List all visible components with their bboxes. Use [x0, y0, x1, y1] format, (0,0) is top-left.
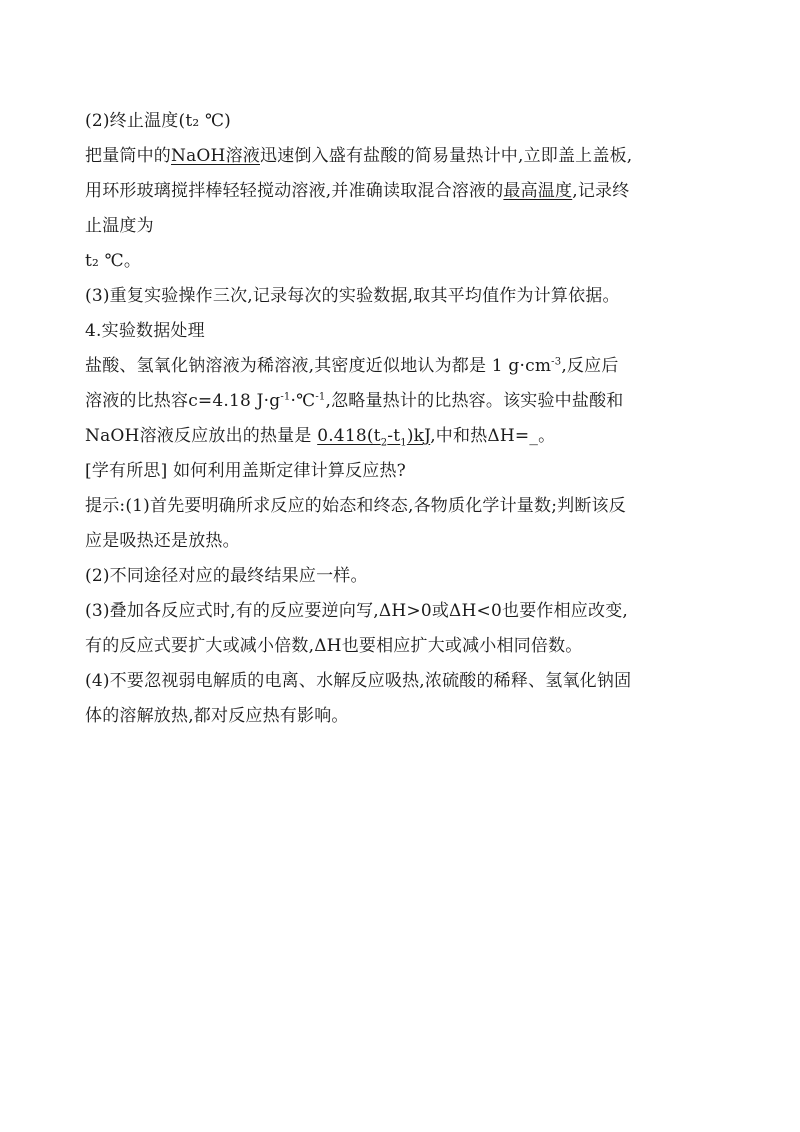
text-segment: 盐酸、氢氧化钠溶液为稀溶液,其密度近似地认为都是 1 g·cm: [85, 356, 552, 376]
text-segment: 。: [538, 426, 556, 446]
text-segment: 用环形玻璃搅拌棒轻轻搅动溶液,并准确读取混合溶液的: [85, 181, 504, 201]
answer-blank: _: [529, 426, 539, 446]
tip4-line2: 体的溶解放热,都对反应热有影响。: [85, 706, 349, 726]
underlined-term-naoh: NaOH溶液: [171, 146, 260, 166]
tip4-line1: (4)不要忽视弱电解质的电离、水解反应吸热,浓硫酸的稀释、氢氧化钠固: [85, 671, 632, 691]
section4-line1: [85, 349, 725, 384]
tip3-line2: 有的反应式要扩大或减小倍数,ΔH也要相应扩大或减小相同倍数。: [85, 636, 583, 656]
text-segment: ,忽略量热计的比热容。该实验中盐酸和: [325, 391, 624, 411]
document-body: [85, 104, 725, 734]
superscript: -1: [315, 391, 326, 403]
section2-line1: [85, 139, 725, 174]
section2-line3: 止温度为: [85, 216, 154, 236]
subscript: 2: [380, 437, 388, 449]
text-segment: NaOH溶液反应放出的热量是: [85, 426, 318, 446]
superscript: -3: [551, 356, 562, 368]
subscript: 1: [400, 437, 407, 449]
text-segment: ·℃: [290, 391, 316, 411]
section2-line4: t₂ ℃。: [85, 251, 142, 271]
section3-text: (3)重复实验操作三次,记录每次的实验数据,取其平均值作为计算依据。: [85, 286, 620, 306]
formula-part: -t: [387, 426, 401, 446]
superscript: -1: [280, 391, 291, 403]
formula-part: 0.418(t: [317, 426, 381, 446]
text-segment: ,反应后: [561, 356, 619, 376]
tip1-line1: 提示:(1)首先要明确所求反应的始态和终态,各物质化学计量数;判断该反: [85, 496, 626, 516]
text-segment: 迅速倒入盛有盐酸的简易量热计中,立即盖上盖板,: [259, 146, 633, 166]
think-question: [学有所思] 如何利用盖斯定律计算反应热?: [85, 461, 406, 481]
tip2: (2)不同途径对应的最终结果应一样。: [85, 566, 368, 586]
text-segment: ,记录终: [572, 181, 630, 201]
formula-part: )kJ: [406, 426, 431, 446]
text-segment: 溶液的比热容c=4.18 J·g: [85, 391, 281, 411]
tip3-line1: (3)叠加各反应式时,有的反应要逆向写,ΔH>0或ΔH<0也要作相应改变,: [85, 601, 629, 621]
section2-heading: (2)终止温度(t₂ ℃): [85, 111, 232, 131]
section4-line3: [85, 419, 725, 454]
underlined-term-max-temp: 最高温度: [503, 181, 573, 201]
section4-line2: [85, 384, 725, 419]
section2-line2: [85, 174, 725, 209]
text-segment: 把量筒中的: [85, 146, 171, 166]
underlined-heat-formula: [317, 426, 431, 449]
tip1-line2: 应是吸热还是放热。: [85, 531, 240, 551]
section4-heading: 4.实验数据处理: [85, 321, 205, 341]
text-segment: ,中和热ΔH=: [430, 426, 530, 446]
